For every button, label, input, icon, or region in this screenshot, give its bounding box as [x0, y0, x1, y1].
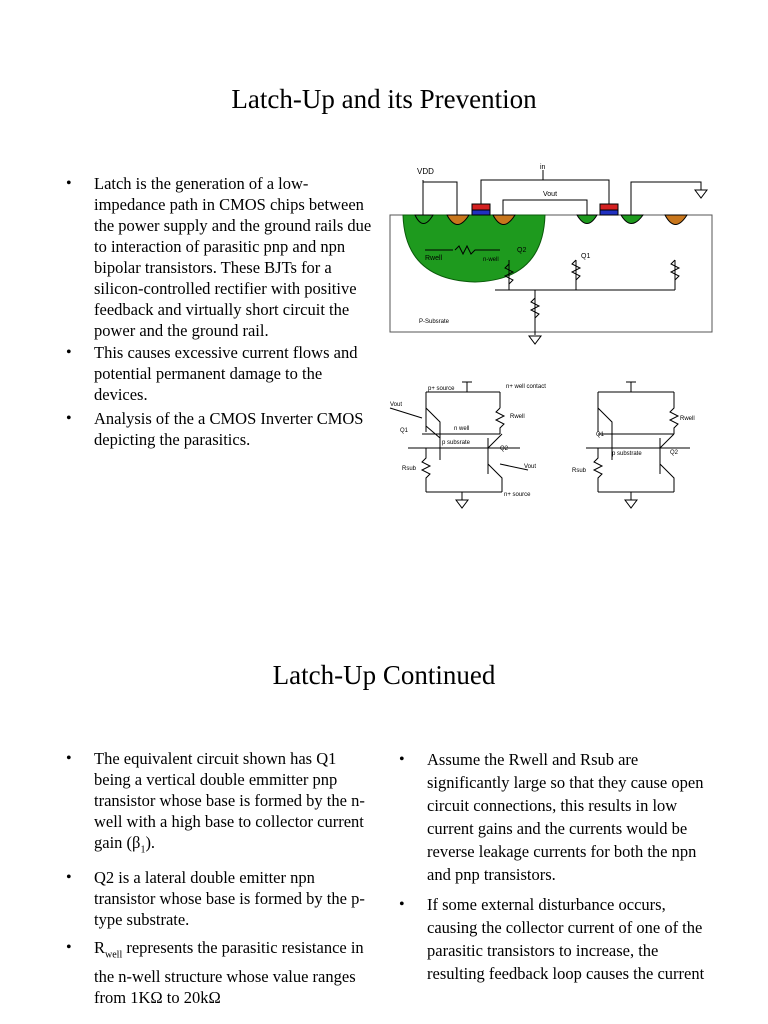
vout-top-label: Vout	[390, 402, 403, 408]
bullet-item: • Q2 is a lateral double emitter npn transistor whose base is formed by the p-type substrate.	[66, 868, 365, 930]
bullet-dot: •	[399, 751, 405, 768]
bullet-dot: •	[66, 750, 72, 767]
bullet-dot: •	[399, 896, 405, 913]
rwell-label: Rwell	[425, 255, 443, 262]
bullet-item: • Assume the Rwell and Rsub are significantly large so that they cause open circuit connections, this results in low current gains and the currents would be reverse leakage currents for both the npn and pnp transistors.	[399, 750, 704, 884]
slide-2-title: Latch-Up Continued	[272, 660, 496, 690]
q1-label: Q1	[596, 432, 605, 438]
nwell-label: n well	[454, 426, 470, 432]
vout-label: Vout	[543, 191, 558, 198]
slide-1-bullet-list	[64, 173, 374, 457]
vdd-label: VDD	[417, 167, 434, 176]
equivalent-circuit-right	[566, 378, 706, 513]
bullet-dot: •	[66, 175, 72, 192]
bullet-item: • Analysis of the a CMOS Inverter CMOS depicting the parasitics.	[66, 409, 364, 449]
rwell-label: Rwell	[510, 414, 525, 420]
bullet-item: • If some external disturbance occurs, causing the collector current of one of the parasitic transistors to increase, the resulting feedback loop causes the current	[399, 895, 705, 983]
bullet-item: • Latch is the generation of a low-impedance path in CMOS chips between the power supply and the ground rails due to interaction of parasitic pnp and npn bipolar transistors. These BJTs for a silicon-controlled rectifier with positive feedback and virtually short circuit the power and the ground rail.	[66, 174, 372, 340]
nwell-label: n-well	[483, 257, 499, 263]
slide-2	[0, 620, 768, 1024]
nwell-contact-label: n+ well contact	[506, 384, 546, 390]
vout-bottom-label: Vout	[524, 464, 537, 470]
rsub-label: Rsub	[402, 466, 417, 472]
bullet-dot: •	[66, 869, 72, 887]
rwell-label: Rwell	[680, 416, 695, 422]
p-plus-diffusion	[665, 215, 687, 225]
bullet-dot: •	[66, 939, 72, 957]
rsub-label: Rsub	[572, 468, 587, 474]
psub-label: P-Subsrate	[419, 319, 450, 325]
q2-label: Q2	[670, 450, 679, 456]
q2-label: Q2	[517, 247, 527, 254]
bullet-dot: •	[66, 344, 72, 361]
slide-2-left-bullet-list	[64, 748, 374, 1015]
cmos-cross-section-diagram	[385, 160, 720, 350]
vin-label: in	[540, 164, 546, 171]
nmos-gate	[600, 204, 618, 210]
equivalent-circuit-left	[388, 378, 556, 513]
slide-1-title: Latch-Up and its Prevention	[231, 84, 537, 114]
q1-label: Q1	[581, 253, 591, 260]
q1-label: Q1	[400, 428, 409, 434]
bullet-item: • The equivalent circuit shown has Q1 being a vertical double emmitter pnp transistor whose base is formed by the n-well with a high base to collector current gain $(\beta_1)$.	[66, 749, 365, 856]
psubstrate-label: p subsrate	[442, 440, 471, 446]
n-source-label: n+ source	[504, 492, 531, 498]
bullet-dot: •	[66, 410, 72, 427]
pmos-gate	[472, 204, 490, 210]
p-source-label: p+ source	[428, 386, 455, 392]
bullet-item: • $R_{well}$ represents the parasitic resistance in the n-well structure whose value ranges from 1KΩ to 20kΩ	[66, 938, 364, 1007]
bullet-item: • This causes excessive current flows and potential permanent damage to the devices.	[66, 343, 358, 404]
psubstrate-label: p substrate	[612, 451, 642, 457]
slide-2-right-bullet-list	[397, 748, 717, 992]
q2-label: Q2	[500, 446, 509, 452]
